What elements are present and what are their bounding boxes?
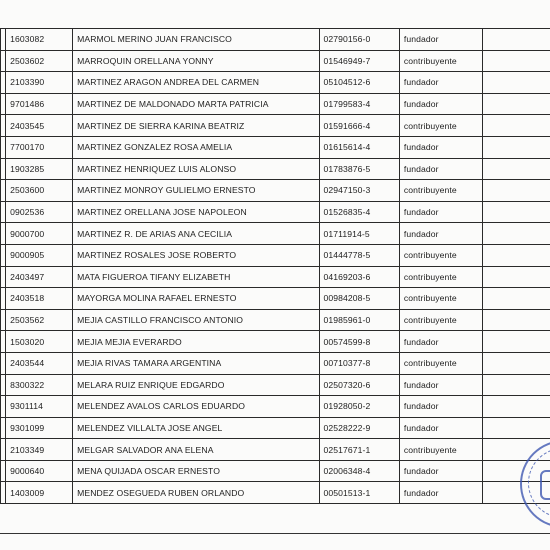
member-name-cell: MARTINEZ ARAGON ANDREA DEL CARMEN — [73, 72, 319, 94]
member-type-cell: contribuyente — [399, 266, 482, 288]
empty-cell — [483, 115, 550, 137]
table-row — [1, 460, 550, 482]
member-doc-cell: 02528222-9 — [319, 417, 399, 439]
empty-cell — [483, 158, 550, 180]
member-doc-cell: 01591666-4 — [319, 115, 399, 137]
member-doc-cell: 01444778-5 — [319, 244, 399, 266]
member-id-cell: 2503600 — [6, 180, 73, 202]
table-row — [1, 482, 550, 504]
member-id-cell: 1403009 — [6, 482, 73, 504]
empty-cell — [483, 374, 550, 396]
member-id-cell: 1903285 — [6, 158, 73, 180]
member-doc-cell: 01526835-4 — [319, 201, 399, 223]
member-name-cell: MARTINEZ HENRIQUEZ LUIS ALONSO — [73, 158, 319, 180]
member-doc-cell: 02006348-4 — [319, 460, 399, 482]
member-doc-cell: 00574599-8 — [319, 331, 399, 353]
member-name-cell: MATA FIGUEROA TIFANY ELIZABETH — [73, 266, 319, 288]
member-doc-cell: 01799583-4 — [319, 93, 399, 115]
member-id-cell: 9000905 — [6, 244, 73, 266]
member-name-cell: MARTINEZ DE SIERRA KARINA BEATRIZ — [73, 115, 319, 137]
member-type-cell: fundador — [399, 201, 482, 223]
empty-cell — [483, 93, 550, 115]
member-id-cell: 9701486 — [6, 93, 73, 115]
member-type-cell: fundador — [399, 93, 482, 115]
member-id-cell: 2403545 — [6, 115, 73, 137]
member-doc-cell: 02507320-6 — [319, 374, 399, 396]
member-type-cell: fundador — [399, 223, 482, 245]
member-type-cell: fundador — [399, 72, 482, 94]
member-name-cell: MELENDEZ VILLALTA JOSE ANGEL — [73, 417, 319, 439]
empty-cell — [483, 136, 550, 158]
empty-cell — [483, 396, 550, 418]
table-row — [1, 417, 550, 439]
seal-emblem — [540, 470, 550, 500]
member-type-cell: fundador — [399, 396, 482, 418]
table-row — [1, 115, 550, 137]
bottom-rule — [0, 533, 550, 534]
empty-cell — [483, 50, 550, 72]
table-row — [1, 309, 550, 331]
table-row — [1, 288, 550, 310]
table-row — [1, 50, 550, 72]
member-name-cell: MEJIA MEJIA EVERARDO — [73, 331, 319, 353]
member-type-cell: fundador — [399, 331, 482, 353]
member-name-cell: MARTINEZ GONZALEZ ROSA AMELIA — [73, 136, 319, 158]
member-id-cell: 2403518 — [6, 288, 73, 310]
member-type-cell: fundador — [399, 29, 482, 51]
member-name-cell: MARROQUIN ORELLANA YONNY — [73, 50, 319, 72]
member-type-cell: contribuyente — [399, 352, 482, 374]
empty-cell — [483, 309, 550, 331]
member-doc-cell: 04169203-6 — [319, 266, 399, 288]
member-id-cell: 9000700 — [6, 223, 73, 245]
empty-cell — [483, 180, 550, 202]
member-id-cell: 9301114 — [6, 396, 73, 418]
member-id-cell: 0902536 — [6, 201, 73, 223]
member-name-cell: MEJIA RIVAS TAMARA ARGENTINA — [73, 352, 319, 374]
empty-cell — [483, 417, 550, 439]
member-id-cell: 7700170 — [6, 136, 73, 158]
member-table-body — [1, 29, 550, 504]
empty-cell — [483, 201, 550, 223]
member-id-cell: 9301099 — [6, 417, 73, 439]
table-row — [1, 136, 550, 158]
member-id-cell: 2103349 — [6, 439, 73, 461]
member-id-cell: 1603082 — [6, 29, 73, 51]
empty-cell — [483, 352, 550, 374]
member-doc-cell: 02517671-1 — [319, 439, 399, 461]
member-type-cell: fundador — [399, 482, 482, 504]
member-name-cell: MENA QUIJADA OSCAR ERNESTO — [73, 460, 319, 482]
member-type-cell: fundador — [399, 136, 482, 158]
table-row — [1, 331, 550, 353]
member-type-cell: contribuyente — [399, 309, 482, 331]
table-row — [1, 29, 550, 51]
member-doc-cell: 00984208-5 — [319, 288, 399, 310]
table-row — [1, 266, 550, 288]
table-row — [1, 72, 550, 94]
member-type-cell: contribuyente — [399, 50, 482, 72]
member-name-cell: MARTINEZ ROSALES JOSE ROBERTO — [73, 244, 319, 266]
member-type-cell: contribuyente — [399, 115, 482, 137]
member-type-cell: fundador — [399, 460, 482, 482]
empty-cell — [483, 288, 550, 310]
member-id-cell: 2503602 — [6, 50, 73, 72]
member-type-cell: contribuyente — [399, 180, 482, 202]
member-id-cell: 2403544 — [6, 352, 73, 374]
empty-cell — [483, 331, 550, 353]
member-name-cell: MARMOL MERINO JUAN FRANCISCO — [73, 29, 319, 51]
empty-cell — [483, 223, 550, 245]
table-row — [1, 352, 550, 374]
table-row — [1, 93, 550, 115]
member-id-cell: 8300322 — [6, 374, 73, 396]
member-doc-cell: 00710377-8 — [319, 352, 399, 374]
member-doc-cell: 01711914-5 — [319, 223, 399, 245]
table-row — [1, 374, 550, 396]
table-row — [1, 244, 550, 266]
member-id-cell: 2403497 — [6, 266, 73, 288]
member-type-cell: contribuyente — [399, 288, 482, 310]
member-name-cell: MARTINEZ DE MALDONADO MARTA PATRICIA — [73, 93, 319, 115]
member-name-cell: MEJIA CASTILLO FRANCISCO ANTONIO — [73, 309, 319, 331]
table-row — [1, 180, 550, 202]
member-doc-cell: 01928050-2 — [319, 396, 399, 418]
member-doc-cell: 02947150-3 — [319, 180, 399, 202]
member-name-cell: MARTINEZ MONROY GULIELMO ERNESTO — [73, 180, 319, 202]
member-name-cell: MELARA RUIZ ENRIQUE EDGARDO — [73, 374, 319, 396]
member-name-cell: MENDEZ OSEGUEDA RUBEN ORLANDO — [73, 482, 319, 504]
member-type-cell: contribuyente — [399, 244, 482, 266]
member-name-cell: MARTINEZ R. DE ARIAS ANA CECILIA — [73, 223, 319, 245]
member-type-cell: fundador — [399, 158, 482, 180]
empty-cell — [483, 266, 550, 288]
table-row — [1, 439, 550, 461]
member-doc-cell: 01985961-0 — [319, 309, 399, 331]
member-name-cell: MELGAR SALVADOR ANA ELENA — [73, 439, 319, 461]
table-row — [1, 223, 550, 245]
member-doc-cell: 02790156-0 — [319, 29, 399, 51]
empty-cell — [483, 29, 550, 51]
member-name-cell: MARTINEZ ORELLANA JOSE NAPOLEON — [73, 201, 319, 223]
member-table — [0, 28, 550, 504]
table-row — [1, 158, 550, 180]
member-doc-cell: 05104512-6 — [319, 72, 399, 94]
empty-cell — [483, 244, 550, 266]
member-type-cell: fundador — [399, 374, 482, 396]
table-row — [1, 396, 550, 418]
member-doc-cell: 01615614-4 — [319, 136, 399, 158]
member-type-cell: fundador — [399, 417, 482, 439]
member-id-cell: 1503020 — [6, 331, 73, 353]
table-row — [1, 201, 550, 223]
member-id-cell: 9000640 — [6, 460, 73, 482]
empty-cell — [483, 72, 550, 94]
member-name-cell: MAYORGA MOLINA RAFAEL ERNESTO — [73, 288, 319, 310]
member-id-cell: 2103390 — [6, 72, 73, 94]
member-doc-cell: 01546949-7 — [319, 50, 399, 72]
member-type-cell: contribuyente — [399, 439, 482, 461]
member-doc-cell: 00501513-1 — [319, 482, 399, 504]
member-name-cell: MELENDEZ AVALOS CARLOS EDUARDO — [73, 396, 319, 418]
member-doc-cell: 01783876-5 — [319, 158, 399, 180]
member-id-cell: 2503562 — [6, 309, 73, 331]
